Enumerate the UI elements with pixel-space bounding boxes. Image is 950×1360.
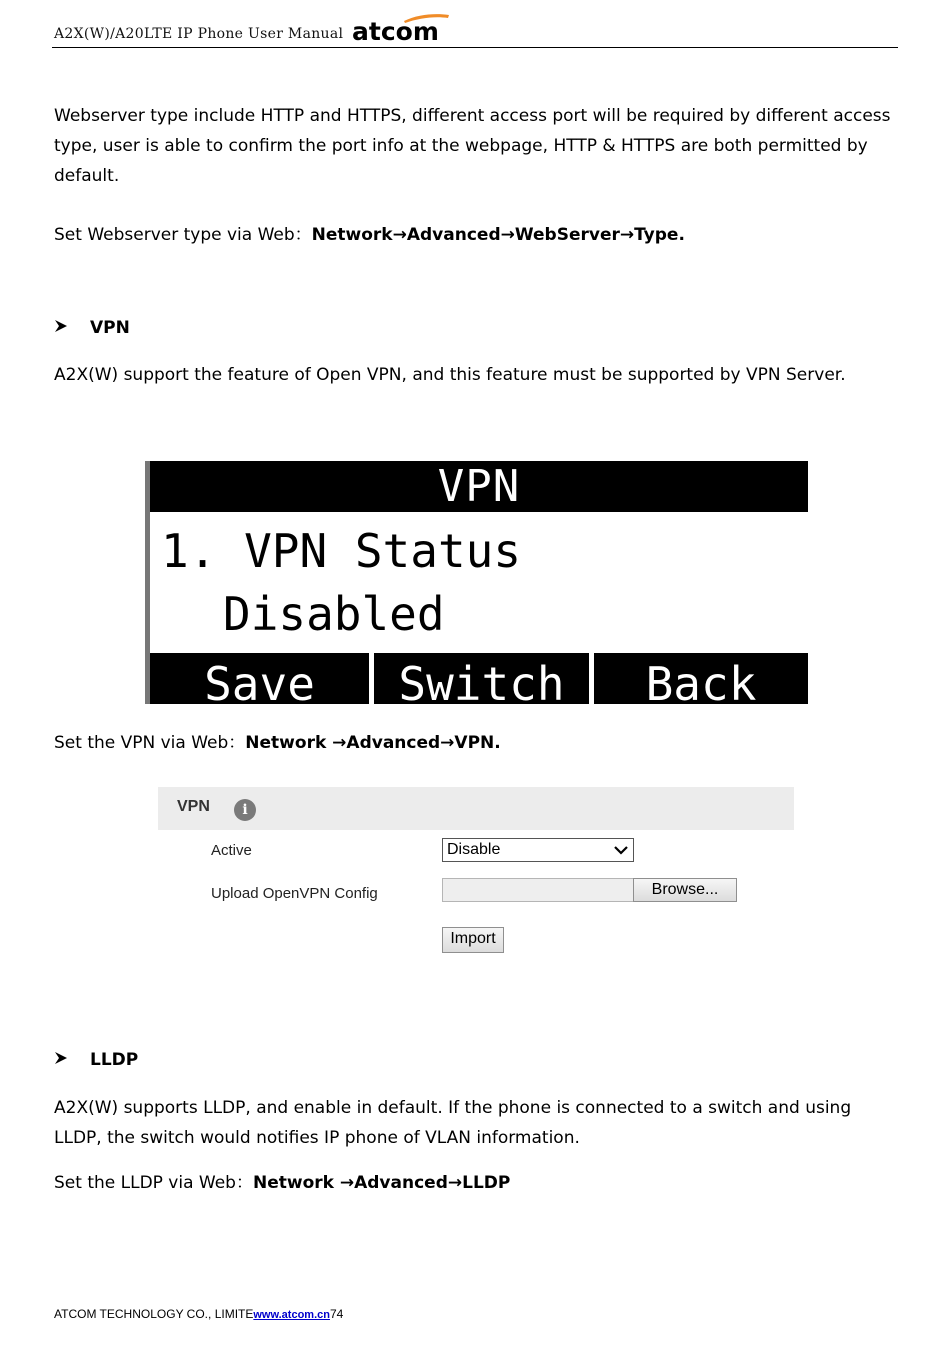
lldp-paragraph: A2X(W) supports LLDP, and enable in default. If the phone is connected to a switch and using LLDP, the switch would notifies IP phone of VLAN information. <box>54 1098 852 1148</box>
header-rule <box>52 47 898 48</box>
lldp-path: Network →Advanced→LLDP <box>252 1173 511 1193</box>
lcd-title: VPN <box>150 461 808 512</box>
lcd-menu-line: 1. VPN Status <box>161 524 522 578</box>
lcd-softkey-back: Back <box>594 653 808 704</box>
active-select-value: Disable <box>447 841 501 858</box>
lldp-heading-text: LLDP <box>90 1050 139 1070</box>
vpn-paragraph: A2X(W) support the feature of Open VPN, and this feature must be supported by VPN Server. <box>54 365 846 385</box>
vpn-path-prefix: Set the VPN via Web： <box>54 733 246 753</box>
lldp-path-prefix: Set the LLDP via Web： <box>54 1173 253 1193</box>
phone-lcd-screen <box>145 461 808 704</box>
active-select[interactable] <box>442 838 634 862</box>
lldp-heading <box>54 1050 138 1070</box>
chevron-down-icon <box>613 842 629 858</box>
webserver-path: Network→Advanced→WebServer→Type. <box>311 225 685 245</box>
lldp-path-line <box>54 1168 904 1198</box>
lcd-softkey-switch: Switch <box>374 653 589 704</box>
arrowhead-bullet-icon <box>54 1051 90 1069</box>
browse-button[interactable]: Browse... <box>633 878 737 902</box>
footer-page-number: 74 <box>329 1307 344 1321</box>
arrowhead-bullet-icon <box>54 319 90 337</box>
upload-config-label: Upload OpenVPN Config <box>211 885 378 902</box>
logo-text: atcom <box>352 17 439 44</box>
lcd-status-value: Disabled <box>223 587 445 641</box>
lcd-softkey-save: Save <box>150 653 369 704</box>
webserver-paragraph: Webserver type include HTTP and HTTPS, different access port will be required by different access type, user is able to confirm the port info at the webpage, HTTP & HTTPS are both permitted by default. <box>54 106 891 186</box>
vpn-path-line <box>54 728 904 758</box>
info-icon[interactable]: i <box>234 799 256 821</box>
vpn-path: Network →Advanced→VPN. <box>245 733 501 753</box>
footer-link[interactable]: www.atcom.cn <box>253 1309 330 1321</box>
active-label: Active <box>211 842 252 859</box>
page-footer <box>54 1307 343 1321</box>
document-header-title: A2X(W)/A20LTE IP Phone User Manual <box>54 26 344 42</box>
vpn-form-header <box>158 787 794 830</box>
atcom-logo <box>352 12 452 44</box>
footer-company: ATCOM TECHNOLOGY CO., LIMITE <box>54 1307 254 1321</box>
webserver-path-prefix: Set Webserver type via Web： <box>54 225 312 245</box>
vpn-heading-text: VPN <box>90 318 130 338</box>
vpn-heading <box>54 318 130 338</box>
vpn-form-section-title: VPN <box>177 798 210 815</box>
upload-file-path-field[interactable] <box>442 878 634 902</box>
import-button[interactable]: Import <box>442 927 504 953</box>
webserver-path-line <box>54 220 904 250</box>
